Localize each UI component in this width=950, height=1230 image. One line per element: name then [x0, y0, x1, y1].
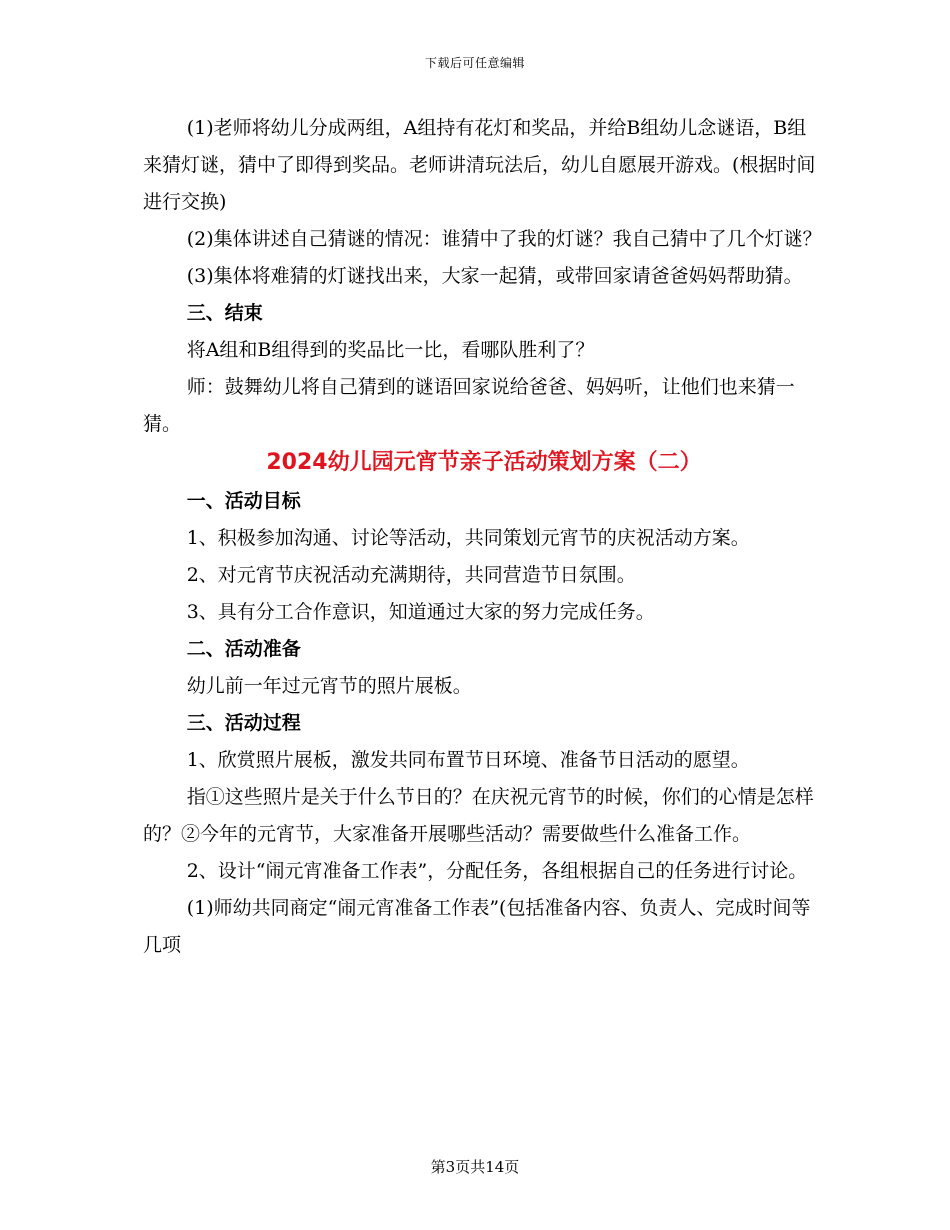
- section-heading-process: 三、活动过程: [186, 712, 301, 734]
- section-heading-end: 三、结束: [186, 302, 263, 324]
- section-heading-goals: 一、活动目标: [186, 490, 301, 512]
- paragraph-process-2: 2、设计“闹元宵准备工作表”，分配任务，各组根据自己的任务进行讨论。: [186, 860, 808, 882]
- goal-item-3: 3、具有分工合作意识，知道通过大家的努力完成任务。: [186, 601, 655, 623]
- paragraph-hard-riddles: (3)集体将难猜的灯谜找出来，大家一起猜，或带回家请爸爸妈妈帮助猜。: [186, 265, 803, 287]
- document-body: [143, 110, 825, 964]
- paragraph-compare-prizes: 将A组和B组得到的奖品比一比，看哪队胜利了？: [186, 339, 595, 361]
- paragraph-teacher-encourage: 师：鼓舞幼儿将自己猜到的谜语回家说给爸爸、妈妈听，让他们也来猜一猜。: [143, 376, 795, 435]
- paragraph-process-1: 1、欣赏照片展板，激发共同布置节日环境、准备节日活动的愿望。: [186, 749, 750, 771]
- paragraph-process-questions: 指①这些照片是关于什么节日的？在庆祝元宵节的时候，你们的心情是怎样的？②今年的元宵节，大家准备开展哪些活动？需要做些什么准备工作。: [143, 786, 814, 845]
- goal-item-2: 2、对元宵节庆祝活动充满期待，共同营造节日氛围。: [186, 564, 636, 586]
- paragraph-discussion: (2)集体讲述自己猜谜的情况：谁猜中了我的灯谜？我自己猜中了几个灯谜？: [186, 228, 822, 250]
- goal-item-1: 1、积极参加沟通、讨论等活动，共同策划元宵节的庆祝活动方案。: [186, 527, 750, 549]
- page-footer: 第3页共14页: [430, 1158, 520, 1176]
- page-header: 下载后可任意编辑: [424, 56, 525, 70]
- section-heading-prep: 二、活动准备: [186, 638, 301, 660]
- paragraph-game-rules: (1)老师将幼儿分成两组，A组持有花灯和奖品，并给B组幼儿念谜语，B组来猜灯谜，猜中了即得到奖品。老师讲清玩法后，幼儿自愿展开游戏。(根据时间进行交换): [143, 117, 816, 213]
- paragraph-process-worksheet: (1)师幼共同商定“闹元宵准备工作表”(包括准备内容、负责人、完成时间等几项: [143, 897, 811, 956]
- document-title: 2024幼儿园元宵节亲子活动策划方案（二）: [266, 450, 702, 475]
- paragraph-prep: 幼儿前一年过元宵节的照片展板。: [186, 675, 472, 697]
